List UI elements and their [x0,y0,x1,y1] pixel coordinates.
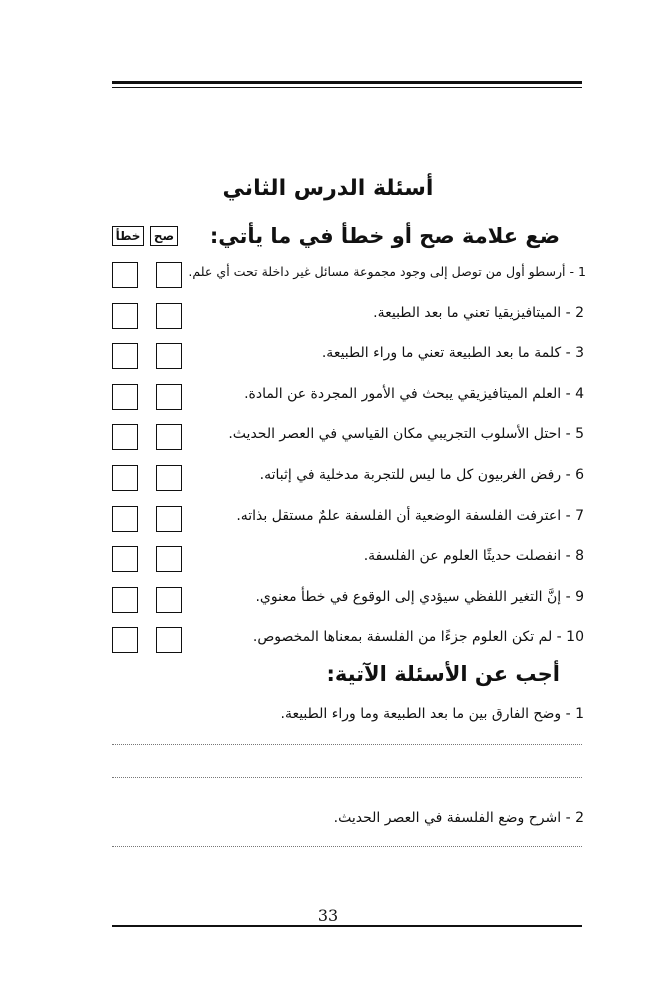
question-text: 8 - انفصلت حديثًا العلوم عن الفلسفة. [363,548,584,564]
question-text: 7 - اعترفت الفلسفة الوضعية أن الفلسفة علمٌ مستقل بذاته. [236,508,584,524]
top-rule-thin [112,87,582,88]
true-checkbox[interactable] [156,546,182,572]
question-row [0,382,656,410]
question-row [0,341,656,369]
false-checkbox[interactable] [112,303,138,329]
question-row [0,260,656,288]
false-checkbox[interactable] [112,627,138,653]
false-checkbox[interactable] [112,546,138,572]
true-checkbox[interactable] [156,303,182,329]
essay-question [0,806,656,834]
false-checkbox[interactable] [112,587,138,613]
page-number: 33 [317,906,339,925]
essay-question-text: 1 - وضح الفارق بين ما بعد الطبيعة وما وراء الطبيعة. [280,706,584,722]
question-row [0,504,656,532]
false-checkbox[interactable] [112,465,138,491]
false-checkbox[interactable] [112,384,138,410]
question-row [0,422,656,450]
true-checkbox[interactable] [156,587,182,613]
column-header-true: صح [150,226,178,246]
false-checkbox[interactable] [112,424,138,450]
lesson-title: أسئلة الدرس الثاني [222,176,434,201]
true-checkbox[interactable] [156,343,182,369]
part2-heading: أجب عن الأسئلة الآتية: [326,662,560,686]
answer-line[interactable] [112,744,582,745]
question-row [0,301,656,329]
question-text: 2 - الميتافيزيقيا تعني ما بعد الطبيعة. [373,305,584,321]
answer-line[interactable] [112,777,582,778]
true-checkbox[interactable] [156,506,182,532]
column-header-false: خطأ [112,226,144,246]
question-text: 10 - لم تكن العلوم جزءًا من الفلسفة بمعناها المخصوص. [252,629,584,645]
top-rule-thick [112,81,582,84]
true-checkbox[interactable] [156,262,182,288]
question-text: 6 - رفض الغربيون كل ما ليس للتجربة مدخلية في إثباته. [259,467,584,483]
false-checkbox[interactable] [112,506,138,532]
question-text: 4 - العلم الميتافيزيقي يبحث في الأمور المجردة عن المادة. [244,386,584,402]
false-checkbox[interactable] [112,262,138,288]
false-checkbox[interactable] [112,343,138,369]
question-row [0,625,656,653]
footer-rule [112,925,582,927]
question-text: 3 - كلمة ما بعد الطبيعة تعني ما وراء الطبيعة. [321,345,584,361]
true-checkbox[interactable] [156,424,182,450]
true-checkbox[interactable] [156,627,182,653]
question-text: 5 - احتل الأسلوب التجريبي مكان القياسي في العصر الحديث. [228,426,584,442]
question-row [0,463,656,491]
answer-line[interactable] [112,846,582,847]
true-checkbox[interactable] [156,465,182,491]
essay-question [0,702,656,730]
part1-heading: ضع علامة صح أو خطأ في ما يأتي: [209,224,560,248]
question-text: 1 - أرسطو أول من توصل إلى وجود مجموعة مسائل غير داخلة تحت أي علم. [188,264,586,279]
question-row [0,585,656,613]
question-text: 9 - إنَّ التغير اللفظي سيؤدي إلى الوقوع في خطأ معنوي. [255,589,584,605]
question-row [0,544,656,572]
essay-question-text: 2 - اشرح وضع الفلسفة في العصر الحديث. [333,810,584,826]
true-checkbox[interactable] [156,384,182,410]
